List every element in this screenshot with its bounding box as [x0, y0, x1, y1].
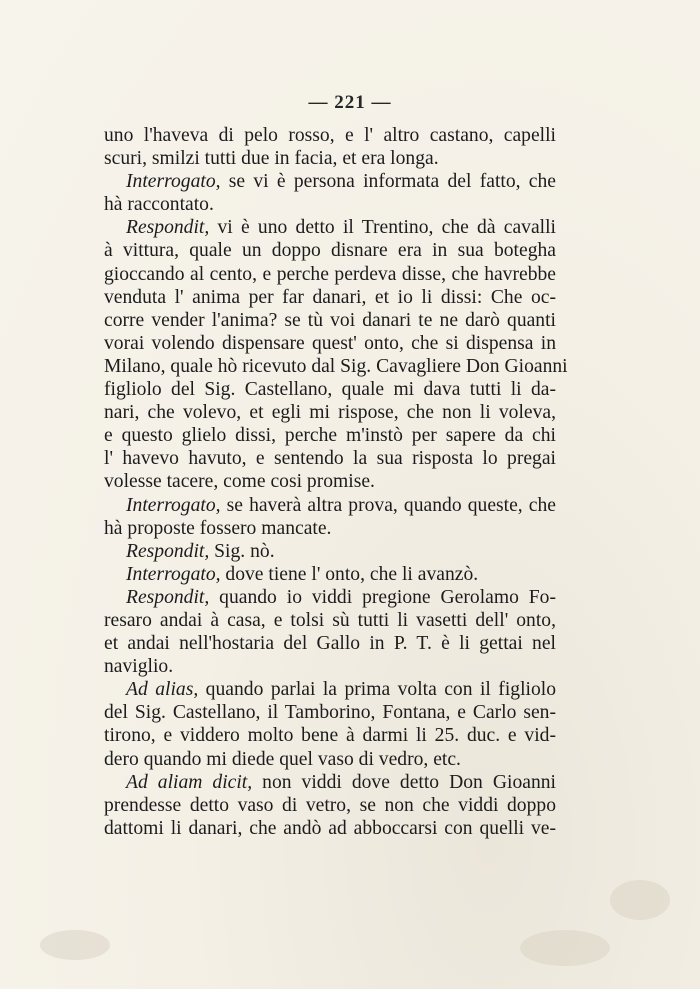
speaker-marker: Interrogato,	[126, 171, 221, 193]
text-line	[104, 678, 556, 701]
speaker-marker: Respondit,	[126, 217, 210, 239]
text-line	[104, 170, 556, 193]
text-line	[104, 401, 556, 424]
text-line	[104, 632, 556, 655]
line-text: non viddi dove detto Don Gioanni	[252, 771, 556, 793]
paper-stain	[40, 930, 110, 960]
line-text: hà proposte fossero mancate.	[104, 517, 332, 539]
line-text: dattomi li danari, che andò ad abboccarsi con quelli ve-	[104, 817, 556, 839]
text-line	[104, 332, 556, 355]
speaker-marker: Respondit,	[126, 586, 210, 608]
text-line	[104, 748, 556, 771]
line-text: quando io viddi pregione Gerolamo Fo-	[209, 586, 556, 608]
text-line	[104, 263, 556, 286]
text-line	[104, 309, 556, 332]
line-text: Sig. nò.	[209, 540, 275, 562]
text-line	[104, 193, 556, 216]
line-text: à vittura, quale un doppo disnare era in sua botegha	[104, 240, 556, 262]
text-line	[104, 517, 556, 540]
text-line	[104, 817, 556, 840]
line-text: l' havevo havuto, e sentendo la sua risposta lo pregai	[104, 448, 556, 470]
paper-stain	[520, 930, 610, 966]
line-text: quando parlai la prima volta con il figliolo	[198, 679, 556, 701]
text-line	[104, 424, 556, 447]
line-text: del Sig. Castellano, il Tamborino, Fontana, e Carlo sen-	[104, 702, 556, 724]
line-text: dove tiene l' onto, che li avanzò.	[220, 563, 479, 585]
text-line	[104, 563, 556, 586]
text-line	[104, 540, 556, 563]
page-number-header: — 221 —	[308, 92, 392, 113]
line-text: Milano, quale hò ricevuto dal Sig. Cavagliere Don Gioanni	[104, 355, 568, 377]
line-text: prendesse detto vaso di vetro, se non che viddi doppo	[104, 794, 556, 816]
line-text: uno l'haveva di pelo rosso, e l' altro castano, capelli	[104, 125, 556, 146]
text-line	[104, 286, 556, 309]
line-text: naviglio.	[104, 656, 174, 678]
text-line	[104, 470, 556, 493]
text-line	[104, 494, 556, 517]
line-text: venduta l' anima per far danari, et io li dissi: Che oc-	[104, 286, 556, 308]
paper-stain	[610, 880, 670, 920]
text-line	[104, 701, 556, 724]
line-text: tirono, e viddero molto bene à darmi li 25. duc. e vid-	[104, 725, 556, 747]
text-line	[104, 586, 556, 609]
line-text: figliolo del Sig. Castellano, quale mi dava tutti li da-	[104, 379, 556, 401]
page-body-text	[104, 124, 568, 840]
text-line	[104, 794, 556, 817]
text-line	[104, 124, 556, 147]
speaker-marker: Ad alias,	[126, 679, 199, 701]
line-text: e questo glielo dissi, perche m'instò per sapere da chi	[104, 425, 556, 447]
line-text: scuri, smilzi tutti due in facia, et era longa.	[104, 148, 439, 170]
text-line	[104, 771, 556, 794]
line-text: et andai nell'hostaria del Gallo in P. T. è li gettai nel	[104, 633, 556, 655]
text-line	[104, 447, 556, 470]
text-line	[104, 147, 556, 170]
speaker-marker: Ad aliam dicit,	[126, 771, 253, 793]
text-line	[104, 378, 556, 401]
text-line	[104, 355, 568, 378]
line-text: nari, che volevo, et egli mi rispose, che non li voleva,	[104, 402, 556, 424]
text-line	[104, 724, 556, 747]
speaker-marker: Respondit,	[126, 540, 210, 562]
text-line	[104, 609, 556, 632]
speaker-marker: Interrogato,	[126, 494, 221, 516]
line-text: vi è uno detto il Trentino, che dà cavalli	[209, 217, 556, 239]
line-text: se haverà altra prova, quando queste, che	[220, 494, 556, 516]
text-line	[104, 655, 556, 678]
line-text: volesse tacere, come cosi promise.	[104, 471, 375, 493]
line-text: corre vender l'anima? se tù voi danari te ne darò quanti	[104, 309, 556, 331]
text-line	[104, 239, 556, 262]
line-text: vorai volendo dispensare quest' onto, che si dispensa in	[104, 332, 556, 354]
line-text: gioccando al cento, e perche perdeva disse, che havrebbe	[104, 263, 556, 285]
line-text: hà raccontato.	[104, 194, 214, 216]
line-text: resaro andai à casa, e tolsi sù tutti li vasetti dell' onto,	[104, 609, 556, 631]
text-line	[104, 216, 556, 239]
speaker-marker: Interrogato,	[126, 563, 221, 585]
line-text: se vi è persona informata del fatto, che	[220, 171, 556, 193]
line-text: dero quando mi diede quel vaso di vedro, etc.	[104, 748, 461, 770]
